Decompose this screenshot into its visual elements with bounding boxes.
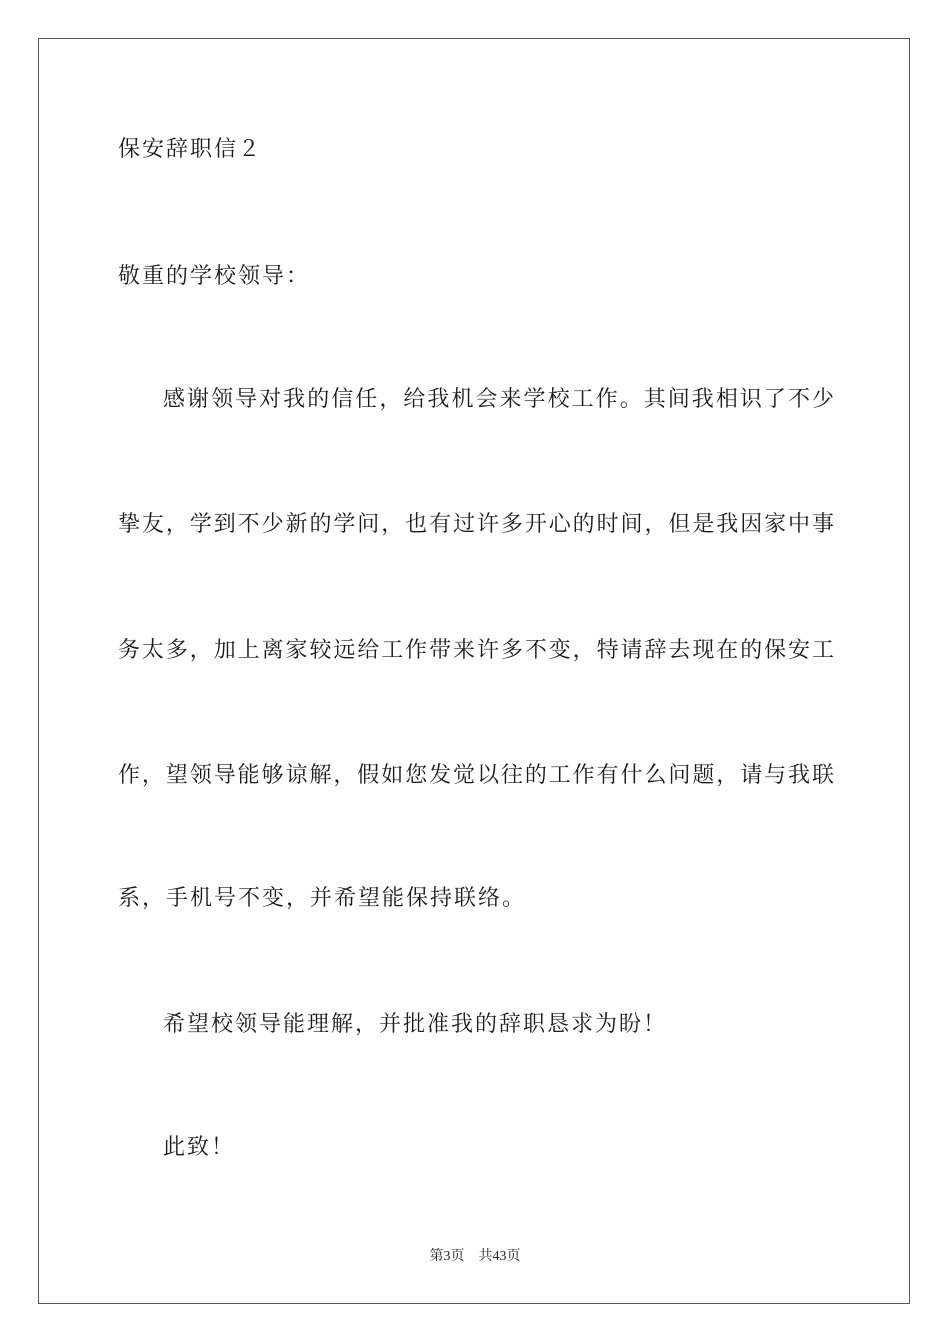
paragraph-line: 作，望领导能够谅解，假如您发觉以往的工作有什么问题，请与我联 (118, 763, 834, 788)
page-footer (0, 1248, 950, 1266)
letter-closing: 此致！ (163, 1135, 236, 1160)
page-border (38, 38, 910, 1304)
letter-title: 保安辞职信２ (118, 137, 263, 162)
paragraph-line: 感谢领导对我的信任，给我机会来学校工作。其间我相识了不少 (163, 387, 834, 412)
letter-salutation: 敬重的学校领导： (118, 264, 311, 289)
paragraph-line: 系，手机号不变，并希望能保持联络。 (118, 886, 527, 911)
total-pages: 共43页 (478, 1249, 521, 1264)
paragraph-request: 希望校领导能理解，并批准我的辞职恳求为盼！ (163, 1012, 668, 1037)
page-number: 第3页 (429, 1249, 465, 1264)
paragraph-line: 挚友，学到不少新的学问，也有过许多开心的时间，但是我因家中事 (118, 512, 834, 537)
paragraph-line: 务太多，加上离家较远给工作带来许多不变，特请辞去现在的保安工 (118, 638, 834, 663)
